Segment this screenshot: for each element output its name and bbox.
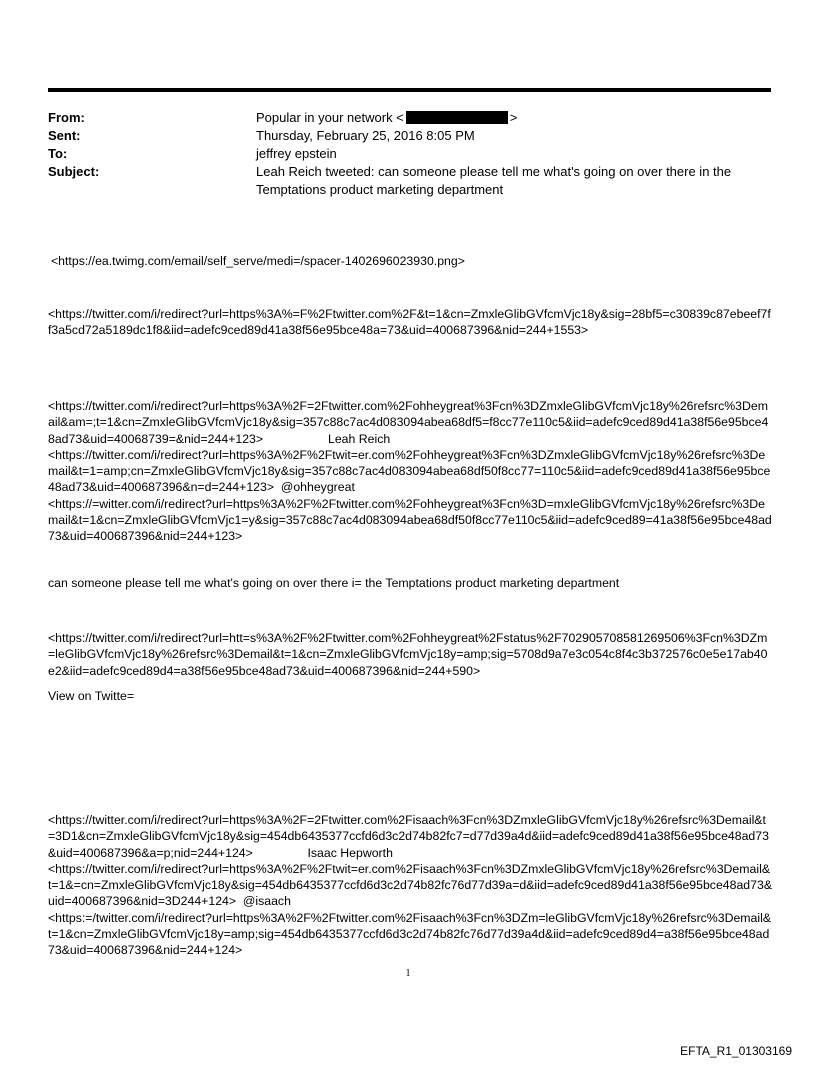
sent-label: Sent: bbox=[48, 128, 81, 143]
subject-value: Leah Reich tweeted: can someone please tell me what's going on over there in the Temptations product marketing department bbox=[256, 164, 732, 197]
from-suffix: > bbox=[509, 110, 518, 125]
from-label: From: bbox=[48, 110, 85, 125]
subject-label: Subject: bbox=[48, 164, 100, 179]
page-number: 1 bbox=[405, 968, 411, 979]
tweet1-author-block[interactable]: <https://twitter.com/i/redirect?url=https%3A%2F=2Ftwitter.com%2Fohheygreat%3Fcn%3DZmxleGlibGVfcmVjc18y%26refsrc%3Demail&am=;t=1&cn=ZmxleGlibGVfcmVjc18y&sig=357c88c7ac4d083094abea68df5=f8cc77e110c5&iid=adefc9ced89d41a38f56e95bce48ad73&uid=40068739=&nid=244+123> Leah Reich <https://twitter.com/i/redirect?url=https%3A%2F%2Ftwit=er.com%2Fohheygreat%3Fcn%3DZmxleGlibGVfcmVjc18y%26refsrc%3Demail&t=1=amp;cn=ZmxleGlibGVfcmVjc18y&sig=357c88c7ac4d083094abea68df50f8cc77=110c5&iid=adefc9ced89d41a38f56e95bce48ad73&uid=400687396&n=d=244+123> @ohheygreat <https://=witter.com/i/redirect?url=https%3A%2F%2Ftwitter.com%2Fohheygreat%3Fcn%3D=mxleGlibGVfcmVjc18y%26refsrc%3Demail&t=1&cn=ZmxleGlibGVfcmVjc1=y&sig=357c88c7ac4d083094abea68df50f8cc77e110c5&iid=adefc9ced89=41a38f56e95bce48ad73&uid=400687396&nid=244+123> bbox=[48, 399, 772, 544]
tweet2-author-block[interactable]: <https://twitter.com/i/redirect?url=https%3A%2F=2Ftwitter.com%2Fisaach%3Fcn%3DZmxleGlibGVfcmVjc18y%26refsrc%3Demail&t=3D1&cn=ZmxleGlibGVfcmVjc18y&sig=454db6435377ccfd6d3c2d74b82fc7=d77d39a4d&iid=adefc9ced89d41a38f56e95bce48ad73&uid=400687396&a=p;nid=244+124> Isaac Hepworth <https://twitter.com/i/redirect?url=https%3A%2F%2Ftwit=er.com%2Fisaach%3Fcn%3DZmxleGlibGVfcmVjc18y%26refsrc%3Demail&t=1&=cn=ZmxleGlibGVfcmVjc18y&sig=454db6435377ccfd6d3c2d74b82fc76d77d39a=d&iid=adefc9ced89d41a38f56e95bce48ad73&uid=400687396&nid=3D244+124> @isaach <https:=/twitter.com/i/redirect?url=https%3A%2F%2Ftwitter.com%2Fisaach%3Fcn%3DZm=leGlibGVfcmVjc18y%26refsrc%3Demail&t=1&cn=ZmxleGlibGVfcmVjc18y=amp;sig=454db6435377ccfd6d3c2d74b82fc76d77d39a4d&iid=adefc9ced89d4=a38f56e95bce48ad73&uid=400687396&nid=244+124> bbox=[48, 813, 773, 958]
sent-value: Thursday, February 25, 2016 8:05 PM bbox=[256, 128, 475, 143]
header-rule bbox=[48, 88, 771, 92]
to-label: To: bbox=[48, 146, 68, 161]
spacer-link[interactable]: <https://ea.twimg.com/email/self_serve/medi=/spacer-1402696023930.png> bbox=[51, 254, 465, 268]
from-prefix: Popular in your network < bbox=[256, 110, 404, 125]
from-value bbox=[256, 109, 756, 127]
redaction-box bbox=[406, 111, 508, 124]
link-block-1[interactable]: <https://twitter.com/i/redirect?url=https%3A%=F%2Ftwitter.com%2F&t=1&cn=ZmxleGlibGVfcmVjc18y&sig=28bf5=c30839c87ebeef7ff3a5cd72a5189dc1f8&iid=adefc9ced89d41a38f56e95bce48a=73&uid=400687396&nid=244+1553> bbox=[48, 307, 771, 338]
to-value: jeffrey epstein bbox=[256, 146, 337, 161]
bates-number: EFTA_R1_01303169 bbox=[680, 1044, 792, 1058]
tweet1-status-link[interactable]: <https://twitter.com/i/redirect?url=htt=s%3A%2F%2Ftwitter.com%2Fohheygreat%2Fstatus%2F702905708581269506%3Fcn%3DZm=leGlibGVfcmVjc18y%26refsrc%3Demail&t=1&cn=ZmxleGlibGVfcmVjc18y=amp;sig=5708d9a7e3c054c8f4c3b372576c0e5e17ab40e2&iid=adefc9ced89d4=a38f56e95bce48ad73&uid=400687396&nid=244+590> bbox=[48, 631, 768, 678]
view-on-twitter-link[interactable]: View on Twitte= bbox=[48, 689, 135, 703]
tweet1-text: can someone please tell me what's going on over there i= the Temptations product marketing department bbox=[48, 576, 620, 590]
